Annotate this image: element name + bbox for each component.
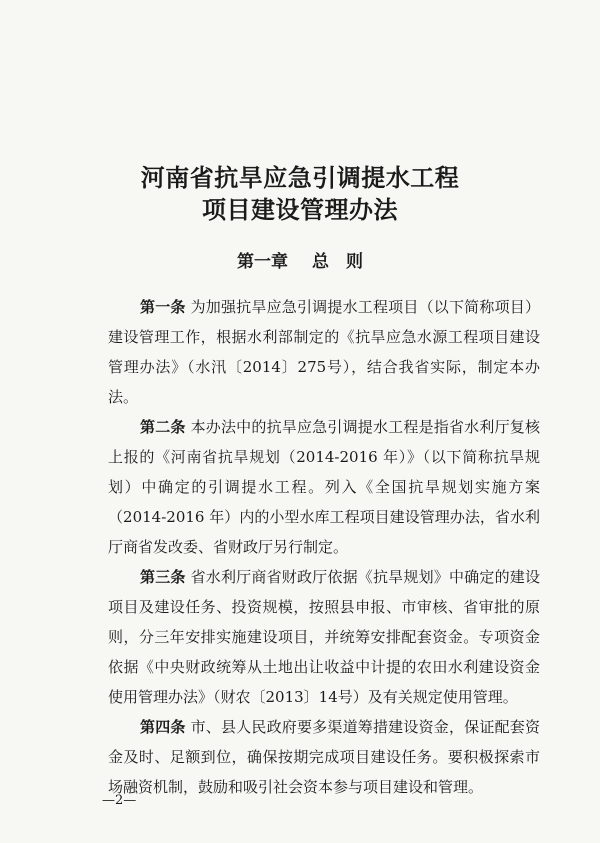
article-2-text: 本办法中的抗旱应急引调提水工程是指省水利厅复核上报的《河南省抗旱规划（2014-2016 年）》（以下简称抗旱规划）中确定的引调提水工程。列入《全国抗旱规划实施方案（2014-2016 年）内的小型水库工程项目建设管理办法，省水利厅商省发改委、省财政厅另行制定。: [108, 418, 540, 556]
article-3-text: 省水利厅商省财政厅依据《抗旱规划》中确定的建设项目及建设任务、投资规模，按照县申报、市审核、省审批的原则，分三年安排实施建设项目，并统筹安排配套资金。专项资金依据《中央财政统筹从土地出让收益中计提的农田水利建设资金使用管理办法》（财农〔2013〕14号）及有关规定使用管理。: [108, 568, 540, 706]
chapter-number: 第一章: [237, 252, 288, 272]
document-title-line2: 项目建设管理办法: [202, 195, 398, 224]
chapter-name: 总 则: [312, 252, 363, 272]
chapter-heading: [0, 250, 600, 274]
document-title-line1: 河南省抗旱应急引调提水工程: [140, 163, 460, 192]
article-1-text: 为加强抗旱应急引调提水工程项目（以下简称项目）建设管理工作，根据水利部制定的《抗旱应急水源工程项目建设管理办法》（水汛〔2014〕275号），结合我省实际，制定本办法。: [108, 298, 540, 406]
article-4-text: 市、县人民政府要多渠道筹措建设资金，保证配套资金及时、足额到位，确保按期完成项目建设任务。要积极探索市场融资机制，鼓励和吸引社会资本参与项目建设和管理。: [108, 718, 540, 796]
article-4: [108, 712, 540, 802]
article-3-lead: 第三条: [140, 568, 186, 586]
article-4-lead: 第四条: [140, 718, 186, 736]
article-1-lead: 第一条: [140, 298, 186, 316]
page-number: —2—: [102, 793, 137, 808]
article-2-lead: 第二条: [140, 418, 186, 436]
document-body: [108, 292, 540, 802]
article-3: [108, 562, 540, 712]
article-1: [108, 292, 540, 412]
article-2: [108, 412, 540, 562]
